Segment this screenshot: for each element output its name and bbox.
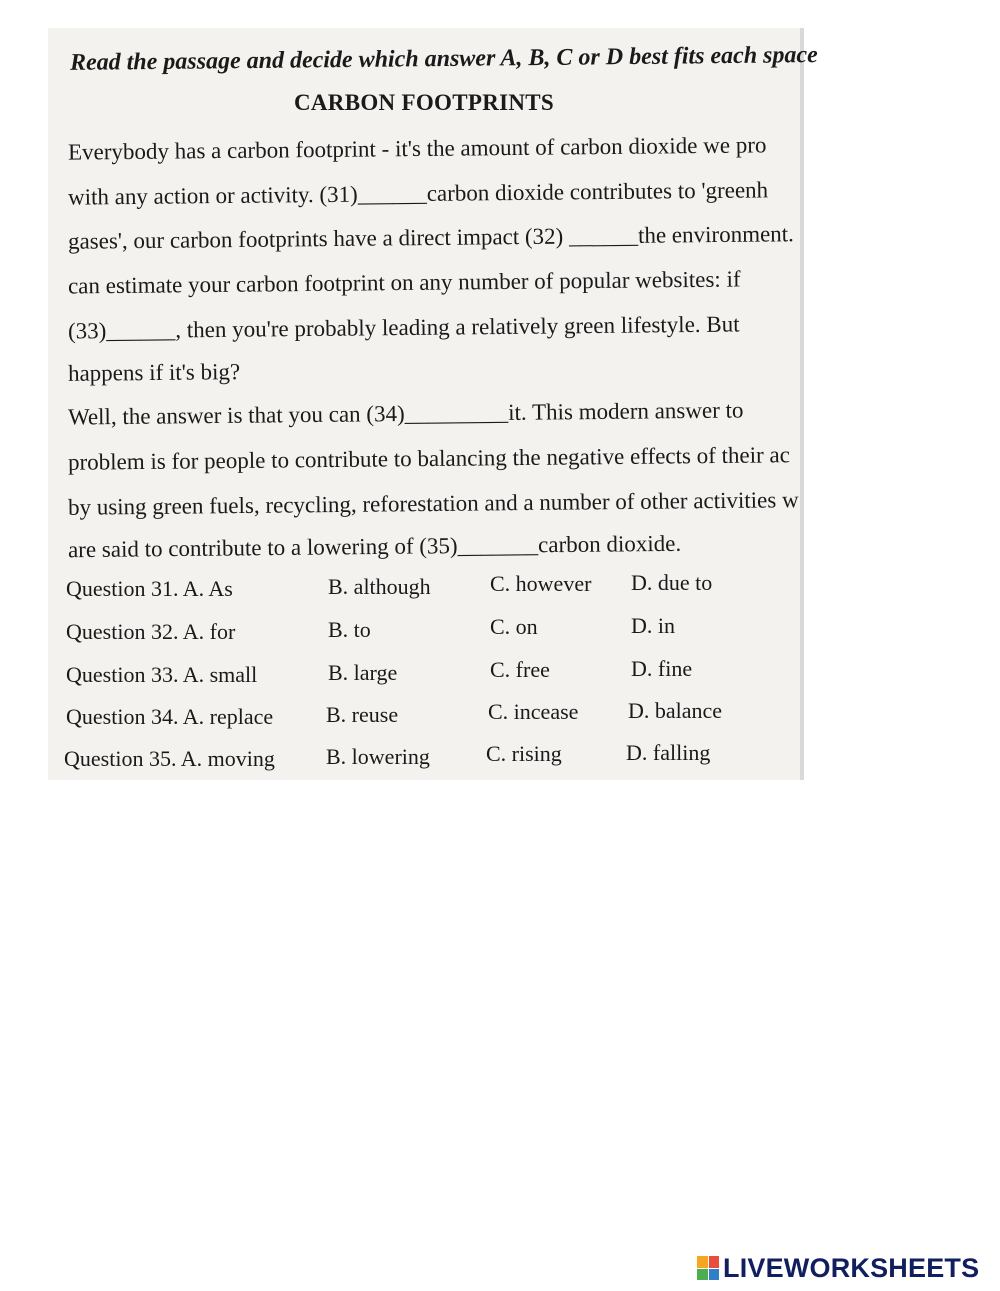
question-31-option-d: D. due to bbox=[631, 570, 713, 595]
passage-line: problem is for people to contribute to balancing the negative effects of their ac bbox=[67, 442, 791, 475]
instruction-text: Read the passage and decide which answer A, B, C or D best fits each space bbox=[69, 42, 818, 76]
passage-line: by using green fuels, recycling, reforestation and a number of other activities w bbox=[67, 487, 799, 520]
question-31-label: Question 31. A. As bbox=[66, 576, 233, 601]
passage-line: gases', our carbon footprints have a direct impact (32) ______the environment. bbox=[67, 221, 794, 254]
question-33-option-b: B. large bbox=[328, 660, 398, 685]
passage-line: can estimate your carbon footprint on any number of popular websites: if bbox=[67, 266, 741, 299]
question-34-option-b: B. reuse bbox=[326, 702, 399, 727]
passage-line: (33)______, then you're probably leading a relatively green lifestyle. But bbox=[67, 311, 740, 344]
question-33-label: Question 33. A. small bbox=[66, 662, 258, 687]
question-33-option-c: C. free bbox=[490, 657, 550, 682]
liveworksheets-logo-text: LIVEWORKSHEETS bbox=[723, 1252, 980, 1283]
passage-line: with any action or activity. (31)______carbon dioxide contributes to 'greenh bbox=[67, 177, 769, 210]
question-34-option-c: C. incease bbox=[488, 699, 579, 724]
question-32-option-d: D. in bbox=[631, 613, 675, 638]
question-35-label: Question 35. A. moving bbox=[64, 746, 275, 771]
passage-line: happens if it's big? bbox=[67, 359, 241, 386]
question-35-option-d: D. falling bbox=[626, 740, 711, 765]
question-34-option-d: D. balance bbox=[628, 698, 723, 723]
passage-line: Well, the answer is that you can (34)_________it. This modern answer to bbox=[67, 397, 744, 430]
question-32-option-b: B. to bbox=[328, 617, 371, 642]
question-31-option-c: C. however bbox=[490, 571, 592, 596]
question-35-option-b: B. lowering bbox=[326, 744, 430, 769]
question-35-option-c: C. rising bbox=[486, 741, 562, 766]
passage-line: are said to contribute to a lowering of (35)_______carbon dioxide. bbox=[67, 530, 682, 563]
question-31-option-b: B. although bbox=[328, 574, 431, 599]
passage-line: Everybody has a carbon footprint - it's the amount of carbon dioxide we pro bbox=[67, 132, 767, 165]
question-34-label: Question 34. A. replace bbox=[66, 704, 274, 729]
passage-title: CARBON FOOTPRINTS bbox=[293, 90, 555, 115]
question-32-option-c: C. on bbox=[490, 614, 538, 639]
liveworksheets-logo bbox=[697, 1253, 979, 1283]
liveworksheets-logo-icon bbox=[697, 1256, 719, 1280]
question-32-label: Question 32. A. for bbox=[66, 619, 236, 644]
worksheet-scan bbox=[48, 28, 818, 780]
question-33-option-d: D. fine bbox=[631, 656, 693, 681]
